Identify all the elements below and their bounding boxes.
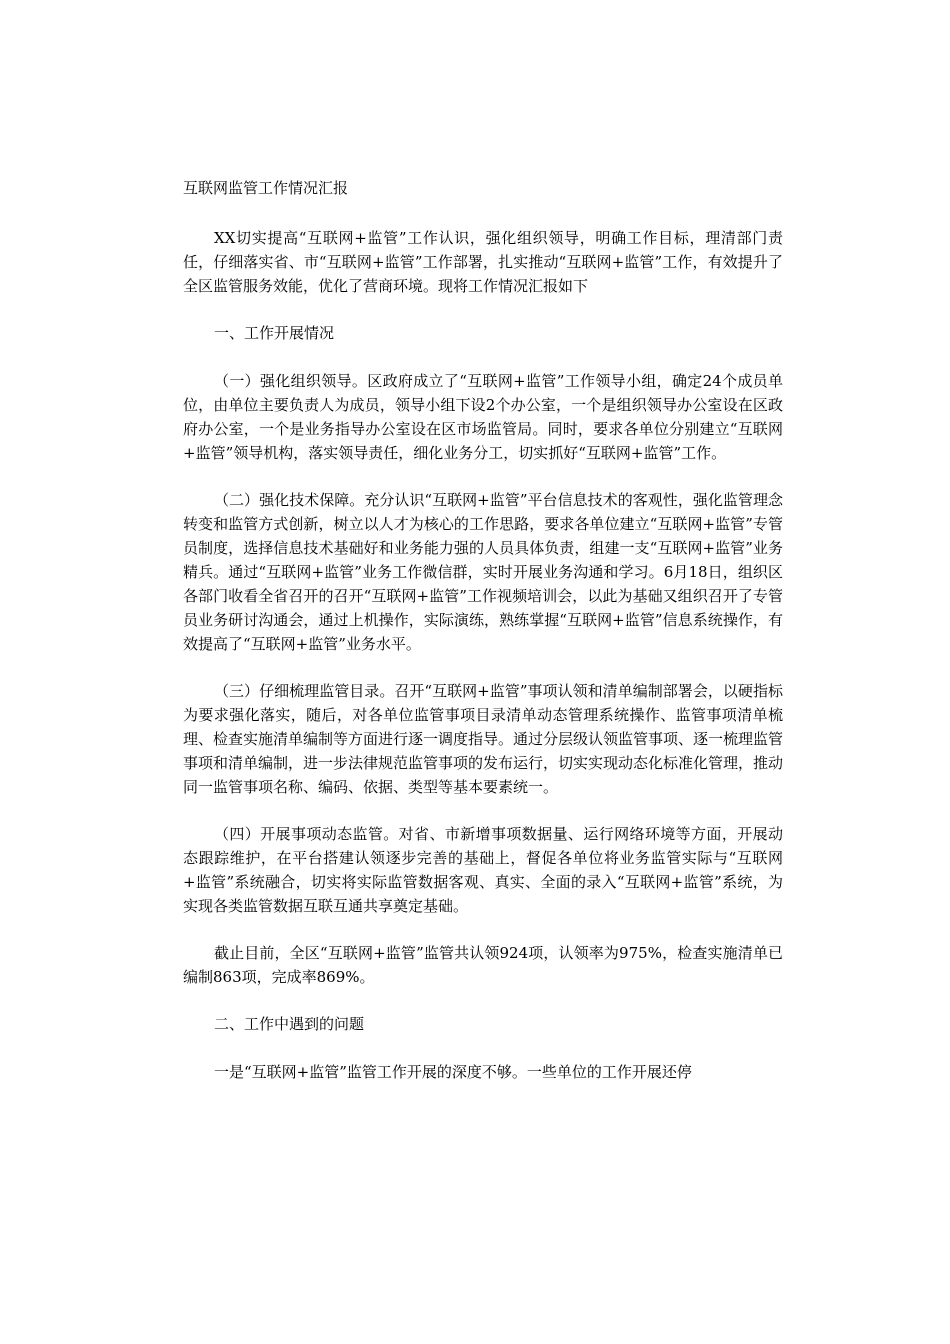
paragraph-item-2: （二）强化技术保障。充分认识“互联网+监管”平台信息技术的客观性，强化监管理念转变和监管方式创新，树立以人才为核心的工作思路，要求各单位建立“互联网+监管”专管员制度，选择信息技术基础好和业务能力强的人员具体负责，组建一支“互联网+监管”业务精兵。通过“互联网+监管”业务工作微信群，实时开展业务沟通和学习。6月18日，组织区各部门收看全省召开的召开“互联网+监管”工作视频培训会，以此为基础又组织召开了专管员业务研讨沟通会，通过上机操作，实际演练，熟练掌握“互联网+监管”信息系统操作，有效提高了“互联网+监管”业务水平。 xyxy=(183,491,783,653)
summary-paragraph: 截止目前，全区“互联网+监管”监管共认领924项，认领率为975%，检查实施清单已编制863项，完成率869%。 xyxy=(183,944,783,986)
paragraph-item-4: （四）开展事项动态监管。对省、市新增事项数据量、运行网络环境等方面，开展动态跟踪维护，在平台搭建认领逐步完善的基础上，督促各单位将业务监管实际与“互联网+监管”系统融合，切实将实际监管数据客观、真实、全面的录入“互联网+监管”系统，为实现各类监管数据互联互通共享奠定基础。 xyxy=(183,825,783,915)
section-heading-work-progress: 一、工作开展情况 xyxy=(214,324,335,342)
section-heading-problems: 二、工作中遇到的问题 xyxy=(214,1015,365,1033)
intro-paragraph: XX切实提高“互联网+监管”工作认识，强化组织领导，明确工作目标，理清部门责任，仔细落实省、市“互联网+监管”工作部署，扎实推动“互联网+监管”工作，有效提升了全区监管服务效能，优化了营商环境。现将工作情况汇报如下 xyxy=(183,229,783,295)
document-title: 互联网监管工作情况汇报 xyxy=(183,179,349,197)
problem-paragraph-1: 一是“互联网+监管”监管工作开展的深度不够。一些单位的工作开展还停 xyxy=(214,1063,692,1081)
paragraph-item-1: （一）强化组织领导。区政府成立了“互联网+监管”工作领导小组，确定24个成员单位，由单位主要负责人为成员，领导小组下设2个办公室，一个是组织领导办公室设在区政府办公室，一个是业务指导办公室设在区市场监管局。同时，要求各单位分别建立“互联网+监管”领导机构，落实领导责任，细化业务分工，切实抓好“互联网+监管”工作。 xyxy=(183,372,783,462)
paragraph-item-3: （三）仔细梳理监管目录。召开“互联网+监管”事项认领和清单编制部署会，以硬指标为要求强化落实，随后，对各单位监管事项目录清单动态管理系统操作、监管事项清单梳理、检查实施清单编制等方面进行逐一调度指导。通过分层级认领监管事项、逐一梳理监管事项和清单编制，进一步法律规范监管事项的发布运行，切实实现动态化标准化管理，推动同一监管事项名称、编码、依据、类型等基本要素统一。 xyxy=(183,682,784,796)
document-page xyxy=(183,176,783,1107)
